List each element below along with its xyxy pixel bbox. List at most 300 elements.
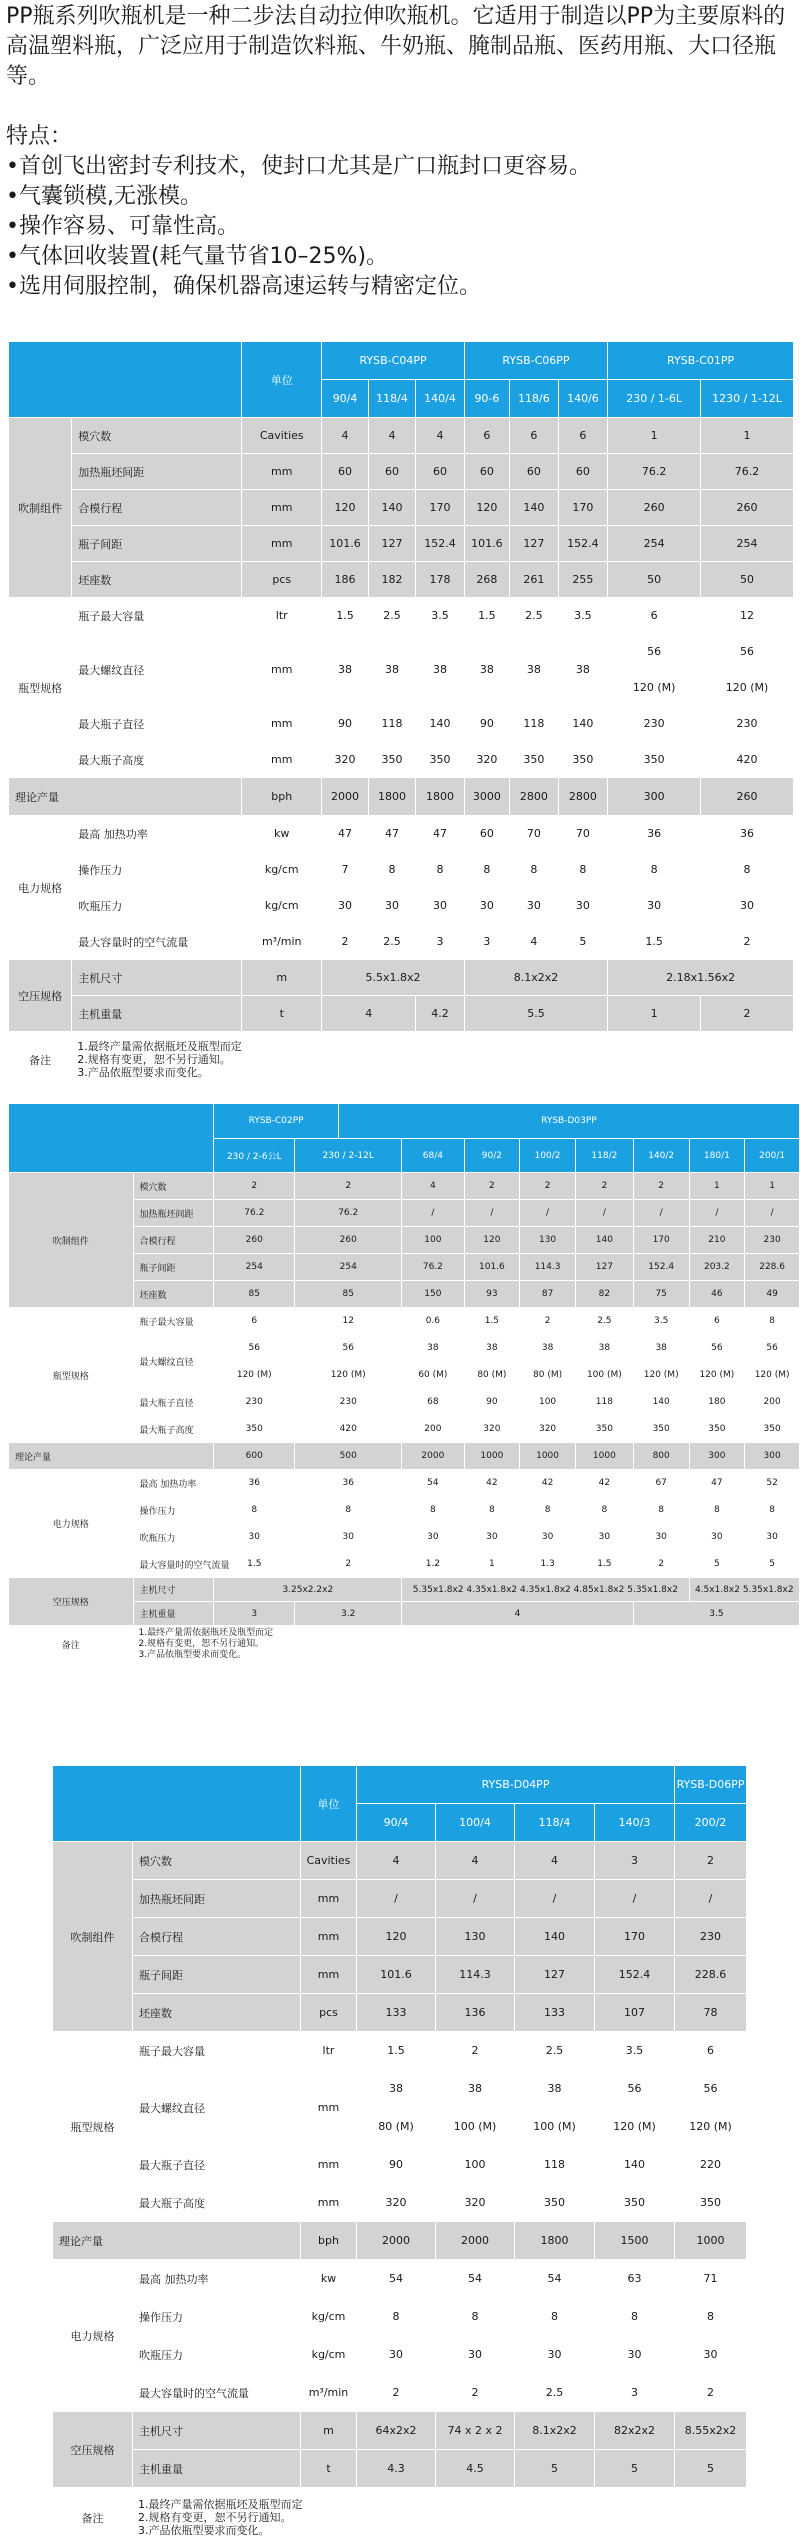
cell: 56	[608, 634, 701, 670]
model-header: RYSB-D06PP	[675, 1766, 747, 1804]
row-label: 瓶子间距	[133, 1956, 301, 1994]
cell: 36	[608, 816, 701, 852]
remarks-text	[72, 1032, 794, 1088]
cell: 8	[510, 852, 559, 888]
cell: 3.5	[633, 1308, 689, 1335]
cell: 56	[745, 1335, 800, 1362]
cell: 38	[436, 2070, 515, 2108]
cell: 320	[464, 1416, 520, 1443]
row-unit: Cavities	[242, 418, 322, 454]
cell: 42	[575, 1470, 633, 1497]
size-value: 5.35x1.8x2	[742, 1584, 794, 1595]
row-label: 加热瓶坯间距	[133, 1880, 301, 1918]
cell: 4.2	[416, 996, 465, 1032]
cell: 67	[633, 1470, 689, 1497]
group-label: 瓶型规格	[9, 1308, 134, 1443]
cell: 90	[464, 706, 509, 742]
cell: 254	[295, 1254, 402, 1281]
sub-model: 230 / 1-6L	[608, 380, 701, 418]
cell: 100 (M)	[515, 2108, 595, 2146]
remark-line: 1.最终产量需依据瓶坯及瓶型而定	[77, 1040, 242, 1053]
cell: 101.6	[357, 1956, 436, 1994]
cell: 2	[357, 2374, 436, 2412]
cell: 420	[701, 742, 794, 778]
header-blank	[9, 1104, 214, 1173]
cell: 30	[745, 1524, 800, 1551]
cell: 260	[701, 778, 794, 816]
cell: 114.3	[520, 1254, 576, 1281]
cell: 2	[464, 1173, 520, 1200]
cell: 260	[295, 1227, 402, 1254]
cell: 56	[689, 1335, 745, 1362]
cell: 68	[402, 1389, 464, 1416]
cell: 85	[214, 1281, 295, 1308]
remark-line: 3.产品依瓶型要求而变化。	[138, 2524, 270, 2537]
cell: 350	[416, 742, 465, 778]
cell: 4	[322, 996, 416, 1032]
cell: 8	[520, 1497, 576, 1524]
cell: 140	[633, 1389, 689, 1416]
row-label: 合模行程	[72, 490, 242, 526]
cell: 1800	[416, 778, 465, 816]
cell: 56	[595, 2070, 675, 2108]
cell: 100	[402, 1227, 464, 1254]
cell: 140	[515, 1918, 595, 1956]
cell: 4	[416, 418, 465, 454]
cell: 6	[558, 418, 608, 454]
sub-model: 118/4	[368, 380, 415, 418]
cell: 0.6	[402, 1308, 464, 1335]
sub-model: 90/2	[464, 1139, 520, 1173]
spec-table-2	[8, 1103, 800, 1664]
size-value: 4.35x1.8x2	[520, 1584, 571, 1595]
cell: 4	[402, 1602, 634, 1626]
row-label: 最大瓶子高度	[133, 2184, 301, 2222]
group-label: 电力规格	[53, 2260, 133, 2412]
cell: 30	[357, 2336, 436, 2374]
row-label: 主机尺寸	[133, 2412, 301, 2450]
cell: 254	[214, 1254, 295, 1281]
cell: 2800	[558, 778, 608, 816]
cell: 1.5	[357, 2032, 436, 2070]
row-unit: mm	[242, 526, 322, 562]
cell: 1	[608, 418, 701, 454]
size-value: 4.5x1.8x2	[694, 1584, 740, 1595]
feature-item: •首创飞出密封专利技术，使封口尤其是广口瓶封口更容易。	[6, 154, 591, 179]
row-unit: ltr	[301, 2032, 357, 2070]
cell: 1000	[520, 1443, 576, 1470]
cell: 2.5	[515, 2374, 595, 2412]
cell: 38	[416, 634, 465, 706]
cell: 5	[745, 1551, 800, 1578]
cell: 30	[402, 1524, 464, 1551]
cell: 38	[510, 634, 559, 706]
cell: 30	[608, 888, 701, 924]
cell: 152.4	[595, 1956, 675, 1994]
row-label: 模穴数	[133, 1842, 301, 1880]
cell: 230	[608, 706, 701, 742]
cell: 101.6	[464, 1254, 520, 1281]
remark-line: 2.规格有变更，恕不另行通知。	[138, 2511, 292, 2524]
cell: 3.5	[633, 1602, 799, 1626]
cell: 42	[520, 1470, 576, 1497]
cell: 1.5	[575, 1551, 633, 1578]
cell: 8	[515, 2298, 595, 2336]
cell: 8	[402, 1497, 464, 1524]
cell	[689, 1578, 799, 1602]
row-label: 理论产量	[9, 778, 242, 816]
row-unit: mm	[242, 454, 322, 490]
cell: 100	[436, 2146, 515, 2184]
group-label: 电力规格	[9, 1470, 134, 1578]
cell: 203.2	[689, 1254, 745, 1281]
cell: 140	[575, 1227, 633, 1254]
cell: 8	[295, 1497, 402, 1524]
group-label: 吹制组件	[9, 418, 72, 598]
cell: 120	[464, 490, 509, 526]
sub-model: 200/2	[675, 1804, 747, 1842]
remarks-label: 备注	[53, 2488, 133, 2548]
group-label: 吹制组件	[53, 1842, 133, 2032]
cell: 2	[436, 2032, 515, 2070]
cell: 90	[322, 706, 368, 742]
model-header: RYSB-C01PP	[608, 342, 794, 380]
sub-model: 100/4	[436, 1804, 515, 1842]
cell: 3.5	[558, 598, 608, 634]
cell: 350	[558, 742, 608, 778]
cell: 6	[464, 418, 509, 454]
row-label: 吹瓶压力	[133, 1524, 214, 1551]
row-unit: bph	[242, 778, 322, 816]
cell: 80 (M)	[464, 1362, 520, 1389]
cell: 140	[510, 490, 559, 526]
row-unit: ltr	[242, 598, 322, 634]
cell: 254	[701, 526, 794, 562]
cell: 30	[558, 888, 608, 924]
cell: 152.4	[416, 526, 465, 562]
cell: 2.5	[368, 598, 415, 634]
row-unit: mm	[301, 2070, 357, 2146]
cell: 230	[675, 1918, 747, 1956]
cell: 210	[689, 1227, 745, 1254]
cell: 4.3	[357, 2450, 436, 2488]
cell: 78	[675, 1994, 747, 2032]
cell: 114.3	[436, 1956, 515, 1994]
row-label: 最大瓶子高度	[133, 1416, 214, 1443]
cell: 85	[295, 1281, 402, 1308]
cell: 74 x 2 x 2	[436, 2412, 515, 2450]
unit-header: 单位	[242, 342, 322, 418]
cell: 4	[515, 1842, 595, 1880]
row-label: 模穴数	[133, 1173, 214, 1200]
cell: 118	[515, 2146, 595, 2184]
cell: 350	[368, 742, 415, 778]
cell: 1.2	[402, 1551, 464, 1578]
cell: 120	[464, 1227, 520, 1254]
row-unit: kg/cm	[242, 888, 322, 924]
cell: 5	[675, 2450, 747, 2488]
remark-line: 3.产品依瓶型要求而变化。	[138, 1650, 247, 1660]
cell: 54	[357, 2260, 436, 2298]
remark-line: 3.产品依瓶型要求而变化。	[77, 1066, 209, 1079]
cell: 1.5	[322, 598, 368, 634]
cell: 2.5	[515, 2032, 595, 2070]
row-unit: mm	[301, 1918, 357, 1956]
cell: 8	[214, 1497, 295, 1524]
row-label: 坯座数	[133, 1994, 301, 2032]
feature-item: •气体回收装置(耗气量节省10–25%)。	[6, 244, 389, 269]
cell: 2.5	[510, 598, 559, 634]
row-unit: m	[242, 960, 322, 996]
feature-item: •操作容易、可靠性高。	[6, 214, 239, 239]
cell: 230	[214, 1389, 295, 1416]
cell: 38	[464, 634, 509, 706]
cell: 186	[322, 562, 368, 598]
cell: 47	[368, 816, 415, 852]
cell: /	[402, 1200, 464, 1227]
cell: 1000	[675, 2222, 747, 2260]
cell: 6	[689, 1308, 745, 1335]
remarks-text	[133, 1626, 799, 1664]
row-label: 最大瓶子直径	[133, 1389, 214, 1416]
cell: 8.55x2x2	[675, 2412, 747, 2450]
cell: 260	[214, 1227, 295, 1254]
row-unit: kg/cm	[301, 2298, 357, 2336]
cell: 2.5	[368, 924, 415, 960]
row-label: 最大螺纹直径	[72, 634, 242, 706]
row-unit: mm	[242, 490, 322, 526]
row-unit: mm	[301, 1956, 357, 1994]
cell: 8	[464, 1497, 520, 1524]
cell: 30	[416, 888, 465, 924]
cell: 1500	[595, 2222, 675, 2260]
cell: 8	[416, 852, 465, 888]
cell: 90	[464, 1389, 520, 1416]
sub-model: 118/2	[575, 1139, 633, 1173]
sub-model: 140/4	[416, 380, 465, 418]
cell: 56	[675, 2070, 747, 2108]
cell: 350	[608, 742, 701, 778]
cell: 93	[464, 1281, 520, 1308]
cell: 70	[510, 816, 559, 852]
cell: 36	[214, 1470, 295, 1497]
cell: 120 (M)	[745, 1362, 800, 1389]
cell: 140	[416, 706, 465, 742]
cell: 182	[368, 562, 415, 598]
remarks-text	[133, 2488, 747, 2548]
cell: 320	[436, 2184, 515, 2222]
cell: 1.5	[608, 924, 701, 960]
cell: 1	[464, 1551, 520, 1578]
cell: 6	[675, 2032, 747, 2070]
cell: 2	[675, 2374, 747, 2412]
cell: 5	[515, 2450, 595, 2488]
cell: 5	[689, 1551, 745, 1578]
cell: 60 (M)	[402, 1362, 464, 1389]
cell: 350	[745, 1416, 800, 1443]
cell: 4	[368, 418, 415, 454]
cell: 8	[595, 2298, 675, 2336]
cell: 140	[368, 490, 415, 526]
sub-model: 140/2	[633, 1139, 689, 1173]
row-unit: kw	[242, 816, 322, 852]
cell: 300	[608, 778, 701, 816]
cell: 30	[510, 888, 559, 924]
cell: 1000	[464, 1443, 520, 1470]
cell: 118	[368, 706, 415, 742]
cell: 2000	[436, 2222, 515, 2260]
cell: 3.25x2.2x2	[214, 1578, 402, 1602]
cell: 76.2	[608, 454, 701, 490]
cell: 350	[510, 742, 559, 778]
model-header: RYSB-C04PP	[322, 342, 464, 380]
cell: 8.1x2x2	[464, 960, 607, 996]
cell: 3000	[464, 778, 509, 816]
cell: 1	[701, 418, 794, 454]
cell: 170	[633, 1227, 689, 1254]
cell: 4	[510, 924, 559, 960]
row-label: 操作压力	[133, 1497, 214, 1524]
remark-line: 1.最终产量需依据瓶坯及瓶型而定	[138, 1628, 274, 1638]
cell: 87	[520, 1281, 576, 1308]
row-label: 最大瓶子直径	[72, 706, 242, 742]
size-value: 4.35x1.8x2	[466, 1584, 518, 1595]
row-unit: t	[242, 996, 322, 1032]
cell: 1000	[575, 1443, 633, 1470]
cell: 1	[608, 996, 701, 1032]
row-unit: Cavities	[301, 1842, 357, 1880]
row-label: 坯座数	[133, 1281, 214, 1308]
cell: 30	[675, 2336, 747, 2374]
row-label: 最大容量时的空气流量	[72, 924, 242, 960]
cell: 200	[745, 1389, 800, 1416]
cell: 2	[214, 1173, 295, 1200]
cell: 52	[745, 1470, 800, 1497]
cell: 127	[575, 1254, 633, 1281]
group-label: 瓶型规格	[9, 598, 72, 778]
cell: 30	[436, 2336, 515, 2374]
cell: 1.3	[520, 1551, 576, 1578]
cell: 3	[595, 1842, 675, 1880]
cell: 100 (M)	[436, 2108, 515, 2146]
cell: 5.5	[464, 996, 607, 1032]
cell: 178	[416, 562, 465, 598]
cell: 30	[701, 888, 794, 924]
cell: 2	[575, 1173, 633, 1200]
cell: 1.5	[464, 1308, 520, 1335]
cell: 2000	[322, 778, 368, 816]
cell: 120	[322, 490, 368, 526]
group-label: 吹制组件	[9, 1173, 134, 1308]
cell: 82x2x2	[595, 2412, 675, 2450]
row-unit: mm	[301, 1880, 357, 1918]
group-label: 瓶型规格	[53, 2032, 133, 2222]
cell: 230	[295, 1389, 402, 1416]
size-value: 5.35x1.8x2	[627, 1584, 678, 1595]
cell: 170	[595, 1918, 675, 1956]
cell: 300	[745, 1443, 800, 1470]
cell: /	[436, 1880, 515, 1918]
cell: 3.5	[416, 598, 465, 634]
feature-item: •选用伺服控制，确保机器高速运转与精密定位。	[6, 274, 481, 299]
cell: 120 (M)	[675, 2108, 747, 2146]
cell: 4	[357, 1842, 436, 1880]
cell: 82	[575, 1281, 633, 1308]
row-label: 最高 加热功率	[133, 1470, 214, 1497]
cell: 4	[436, 1842, 515, 1880]
cell: 350	[214, 1416, 295, 1443]
sub-model: 90/4	[322, 380, 368, 418]
cell: 3	[416, 924, 465, 960]
cell: 600	[214, 1443, 295, 1470]
row-unit: m³/min	[242, 924, 322, 960]
cell: 5.5x1.8x2	[322, 960, 464, 996]
cell: 120 (M)	[214, 1362, 295, 1389]
row-unit: kg/cm	[242, 852, 322, 888]
row-unit: mm	[242, 706, 322, 742]
sub-model: 68/4	[402, 1139, 464, 1173]
cell: 3	[595, 2374, 675, 2412]
cell: 8	[436, 2298, 515, 2336]
cell: 1800	[515, 2222, 595, 2260]
cell: 261	[510, 562, 559, 598]
cell: 120 (M)	[608, 670, 701, 706]
cell: 47	[689, 1470, 745, 1497]
cell: 2800	[510, 778, 559, 816]
intro-text	[6, 2, 796, 302]
cell: 60	[510, 454, 559, 490]
sub-model: 140/6	[558, 380, 608, 418]
cell: 76.2	[214, 1200, 295, 1227]
cell: 80 (M)	[520, 1362, 576, 1389]
cell: 8	[745, 1497, 800, 1524]
cell: 2000	[357, 2222, 436, 2260]
cell: 254	[608, 526, 701, 562]
cell: 8	[675, 2298, 747, 2336]
cell: 38	[633, 1335, 689, 1362]
cell: 47	[322, 816, 368, 852]
cell: 255	[558, 562, 608, 598]
cell: 80 (M)	[357, 2108, 436, 2146]
group-label: 空压规格	[53, 2412, 133, 2488]
row-label: 瓶子最大容量	[133, 1308, 214, 1335]
cell: 46	[689, 1281, 745, 1308]
cell: 4	[322, 418, 368, 454]
cell: 36	[701, 816, 794, 852]
cell: 220	[675, 2146, 747, 2184]
row-label: 模穴数	[72, 418, 242, 454]
cell: 90	[357, 2146, 436, 2184]
cell: 100	[520, 1389, 576, 1416]
group-label: 空压规格	[9, 1578, 134, 1626]
cell: 350	[675, 2184, 747, 2222]
header-blank	[9, 342, 242, 418]
cell: 5	[558, 924, 608, 960]
row-label: 瓶子最大容量	[133, 2032, 301, 2070]
model-header: RYSB-D03PP	[338, 1104, 799, 1139]
row-label: 吹瓶压力	[72, 888, 242, 924]
cell: 2	[295, 1173, 402, 1200]
cell: 150	[402, 1281, 464, 1308]
cell: 101.6	[464, 526, 509, 562]
row-label: 最高 加热功率	[72, 816, 242, 852]
cell: 8	[464, 852, 509, 888]
cell: 63	[595, 2260, 675, 2298]
row-unit: mm	[242, 742, 322, 778]
cell: 50	[701, 562, 794, 598]
cell: 8	[689, 1497, 745, 1524]
cell: 2	[520, 1173, 576, 1200]
